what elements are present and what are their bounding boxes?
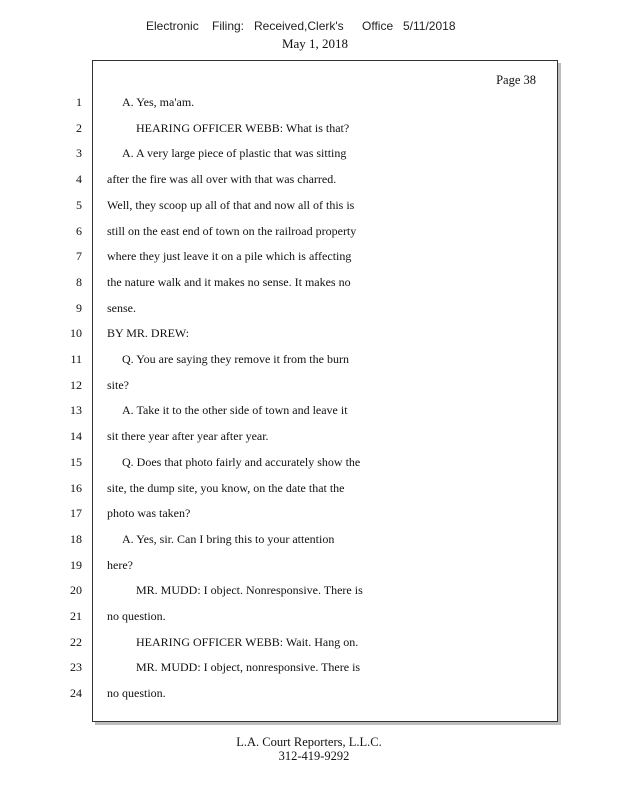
line-number: 15 (70, 454, 82, 469)
line-number: 18 (70, 531, 82, 546)
stamp-word: Office (362, 19, 394, 33)
line-number: 22 (70, 634, 82, 649)
line-text: Well, they scoop up all of that and now all of this is (107, 197, 355, 212)
line-text: after the fire was all over with that was charred. (107, 172, 337, 187)
line-number: 24 (70, 686, 82, 701)
line-text: site? (107, 377, 129, 392)
line-text: HEARING OFFICER WEBB: What is that? (136, 120, 350, 135)
line-number: 7 (76, 249, 82, 264)
line-text: Q. You are saying they remove it from the burn (122, 352, 349, 366)
line-text: no question. (107, 686, 166, 701)
line-number: 12 (70, 377, 82, 392)
line-number: 3 (76, 146, 82, 161)
line-number: 2 (76, 120, 82, 135)
stamp-word: 5/11/2018 (403, 19, 456, 33)
line-number: 1 (76, 95, 82, 109)
line-text: HEARING OFFICER WEBB: Wait. Hang on. (136, 634, 359, 649)
line-text: where they just leave it on a pile which is affecting (107, 249, 352, 264)
line-number: 4 (76, 172, 82, 187)
line-text: sit there year after year after year. (107, 429, 269, 444)
line-text: the nature walk and it makes no sense. It makes no (107, 274, 351, 289)
line-number: 9 (76, 300, 82, 315)
line-number: 13 (70, 403, 82, 418)
stamp-word: Filing: (212, 19, 245, 33)
line-number: 20 (70, 583, 82, 598)
stamp-word: Received,Clerk's (254, 19, 344, 33)
line-text: Q. Does that photo fairly and accurately show the (122, 454, 361, 469)
line-text: A. Yes, ma'am. (122, 95, 195, 109)
line-text: A. Take it to the other side of town and leave it (122, 403, 348, 418)
line-number: 8 (76, 274, 82, 289)
line-number: 11 (70, 352, 82, 366)
line-text: sense. (107, 300, 136, 315)
stamp-word: Electronic (146, 19, 199, 33)
line-number: 23 (70, 660, 82, 675)
line-text: MR. MUDD: I object, nonresponsive. There is (136, 660, 361, 675)
line-number: 6 (76, 223, 82, 238)
line-number: 21 (70, 609, 82, 623)
page-number: Page 38 (496, 73, 536, 87)
line-text: A. Yes, sir. Can I bring this to your attention (122, 531, 335, 546)
footer-phone: 312-419-9292 (278, 749, 350, 763)
line-number: 5 (76, 197, 82, 212)
line-number: 19 (70, 557, 82, 572)
line-text: A. A very large piece of plastic that was sitting (122, 146, 347, 161)
line-text: here? (107, 557, 133, 572)
line-number: 14 (70, 429, 82, 444)
line-text: BY MR. DREW: (107, 326, 190, 341)
line-text: MR. MUDD: I object. Nonresponsive. There is (136, 583, 363, 598)
line-text: no question. (107, 609, 166, 623)
line-number: 17 (70, 506, 82, 521)
line-text: site, the dump site, you know, on the date that the (107, 480, 345, 495)
footer-company: L.A. Court Reporters, L.L.C. (236, 735, 382, 749)
line-number: 10 (70, 326, 82, 341)
transcript-date: May 1, 2018 (281, 36, 349, 51)
filing-stamp (0, 19, 618, 37)
line-number: 16 (70, 480, 82, 495)
line-text: still on the east end of town on the railroad property (107, 223, 357, 238)
line-text: photo was taken? (107, 506, 191, 521)
